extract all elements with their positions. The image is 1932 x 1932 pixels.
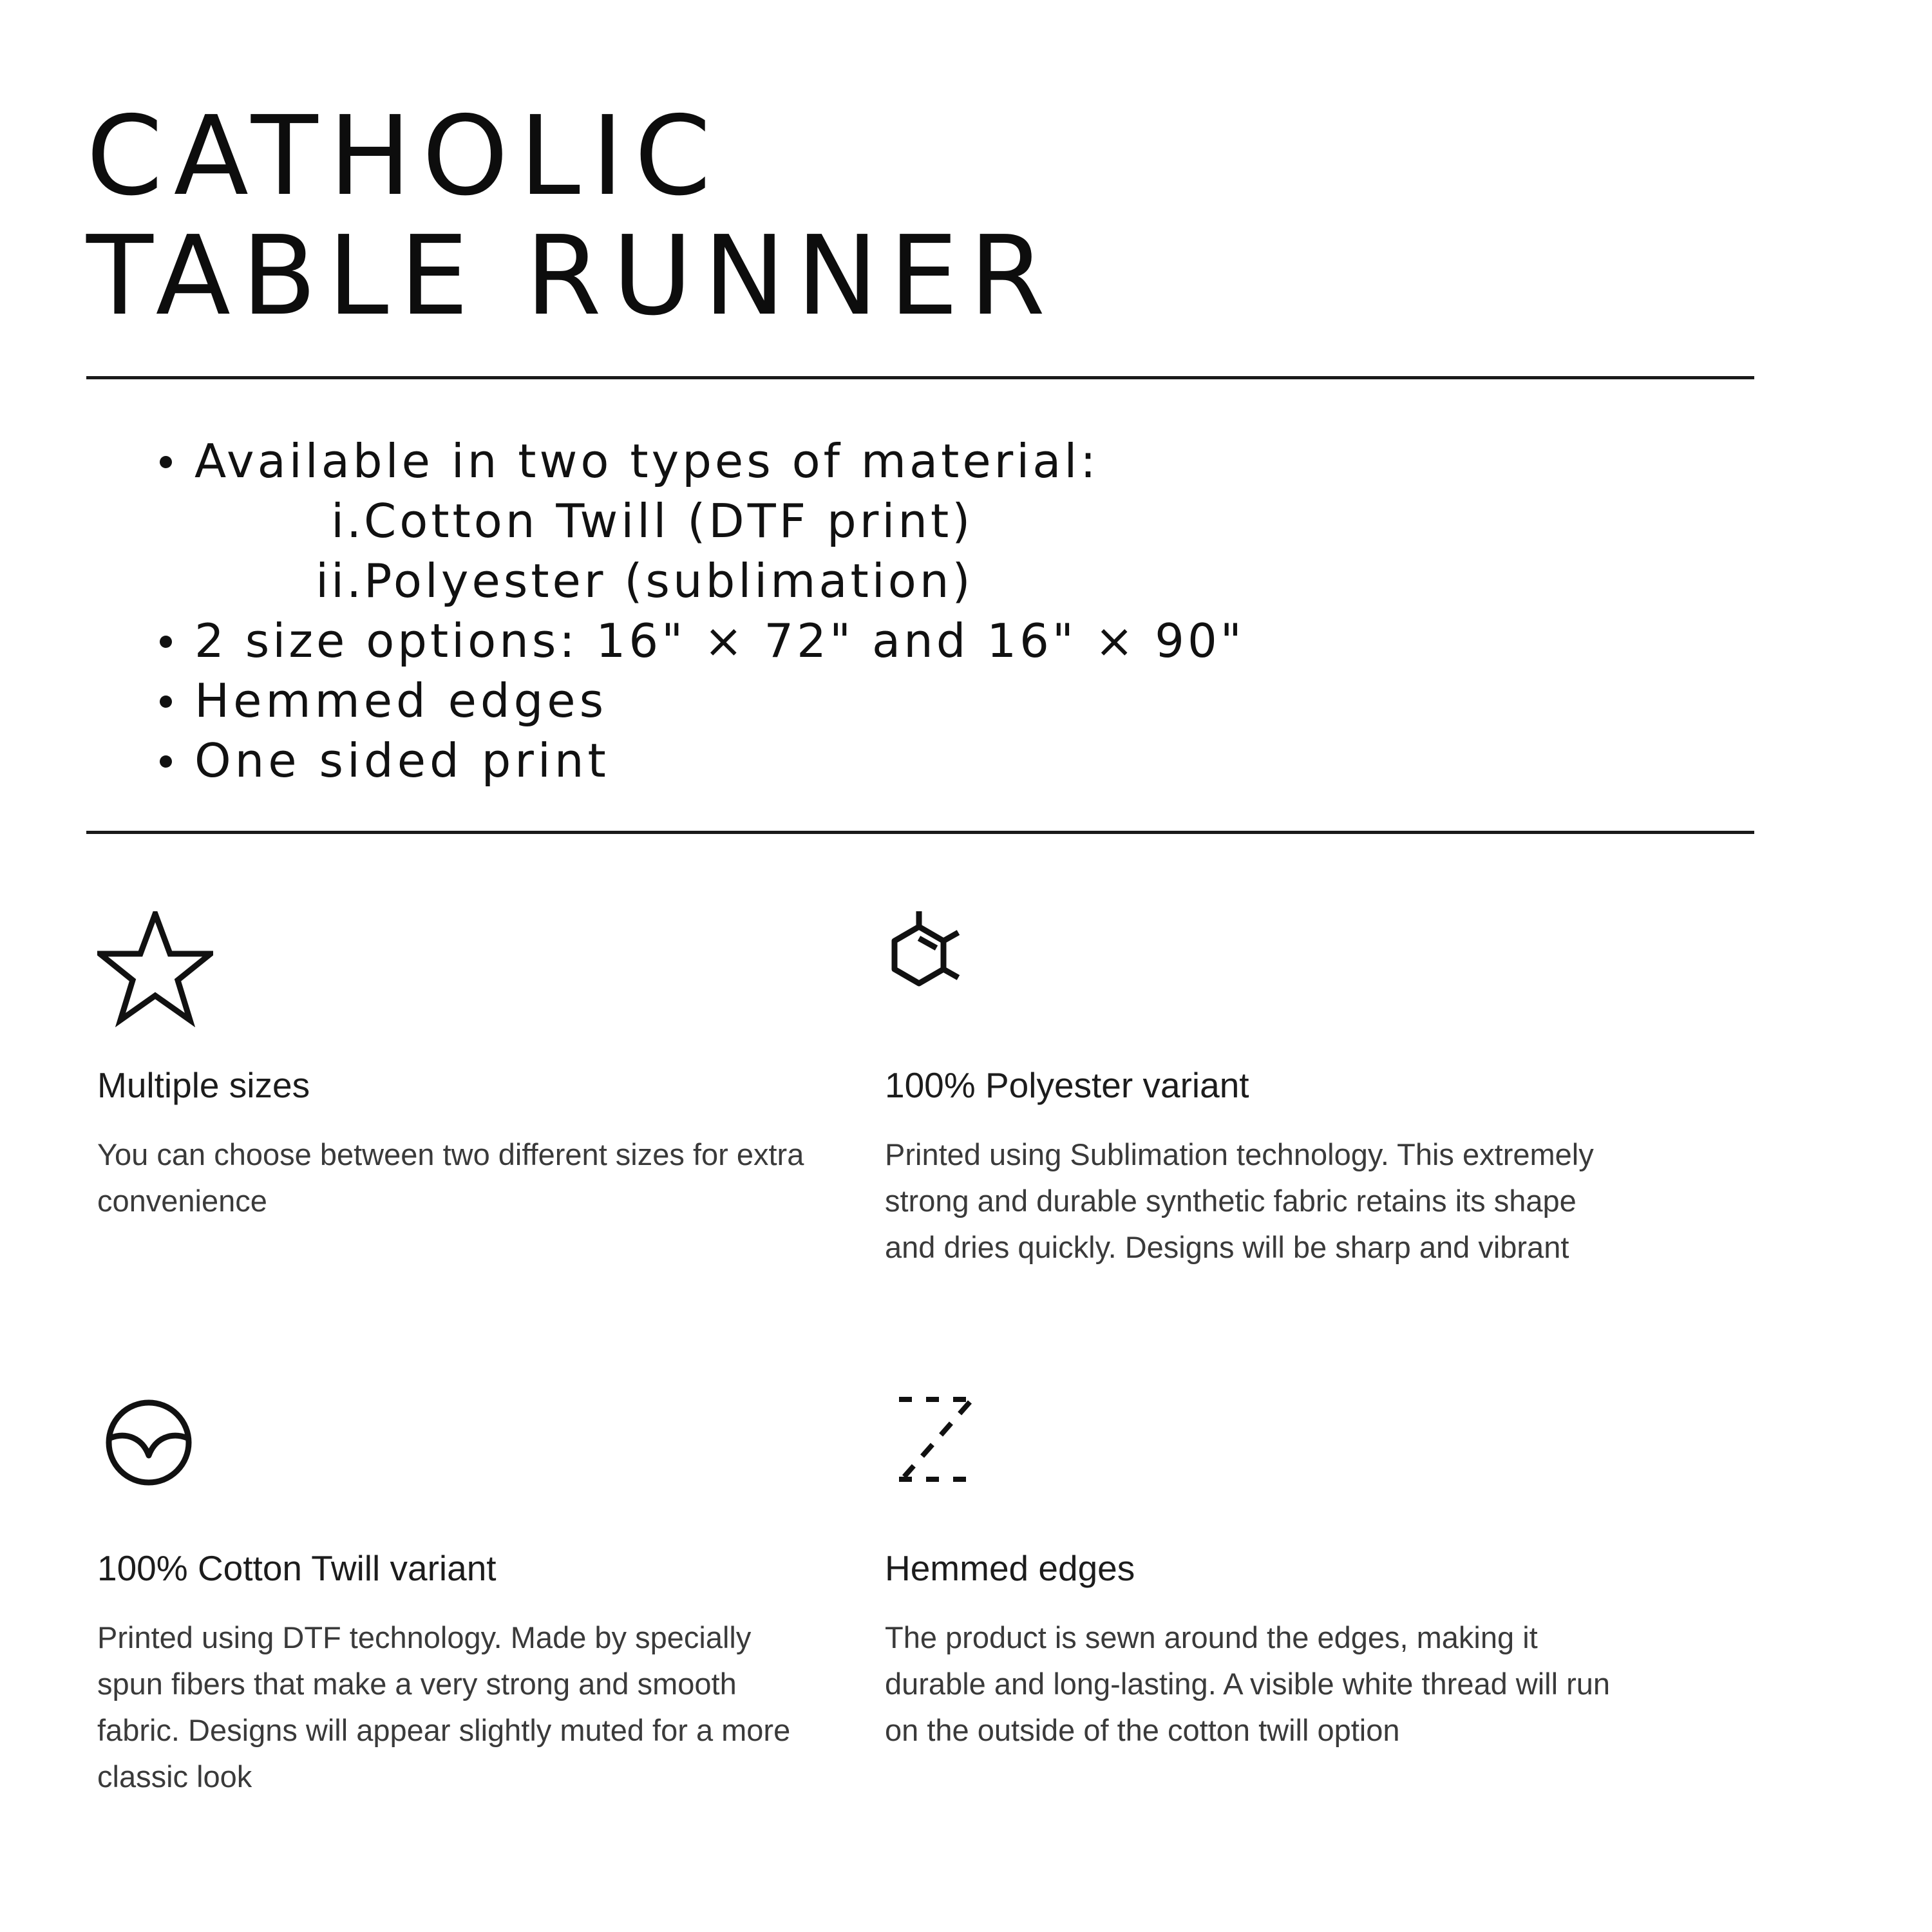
material-label: Cotton Twill (DTF print) [364, 494, 974, 548]
feature-title: 100% Cotton Twill variant [97, 1548, 497, 1588]
material-number: ii. [316, 554, 364, 608]
feature-description: You can choose between two different sizes for extra convenience [97, 1137, 804, 1218]
spec-material-polyester [155, 551, 1245, 611]
spec-list [155, 431, 1245, 791]
page-title [86, 93, 1057, 340]
feature-description: Printed using Sublimation technology. This extremely strong and durable synthetic fabric retains its shape and dries quickly. Designs will be sharp and vibrant [885, 1137, 1594, 1264]
cotton-icon [97, 1394, 200, 1491]
spec-material-cotton [155, 491, 1245, 551]
feature-description: The product is sewn around the edges, making it durable and long-lasting. A visible white thread will run on the outside of the cotton twill option [885, 1620, 1611, 1747]
spec-sizes: 2 size options: 16" × 72" and 16" × 90" [155, 611, 1245, 671]
feature-title: Multiple sizes [97, 1065, 310, 1105]
title-line-2: TABLE RUNNER [86, 213, 1057, 340]
bottom-divider [86, 831, 1754, 834]
spec-print: One sided print [155, 731, 1245, 791]
title-line-1: CATHOLIC [86, 93, 722, 220]
spec-materials: Available in two types of material: [155, 431, 1245, 491]
top-divider [86, 376, 1754, 379]
material-number: i. [331, 494, 364, 548]
stitch-icon [885, 1394, 981, 1491]
material-label: Polyester (sublimation) [364, 554, 974, 608]
star-icon [97, 911, 213, 1027]
molecule-icon [885, 911, 981, 1014]
spec-edges: Hemmed edges [155, 671, 1245, 731]
feature-title: 100% Polyester variant [885, 1065, 1249, 1105]
feature-title: Hemmed edges [885, 1548, 1135, 1588]
feature-description: Printed using DTF technology. Made by specially spun fibers that make a very strong and smooth fabric. Designs will appear slightly muted for a more classic look [97, 1620, 791, 1794]
